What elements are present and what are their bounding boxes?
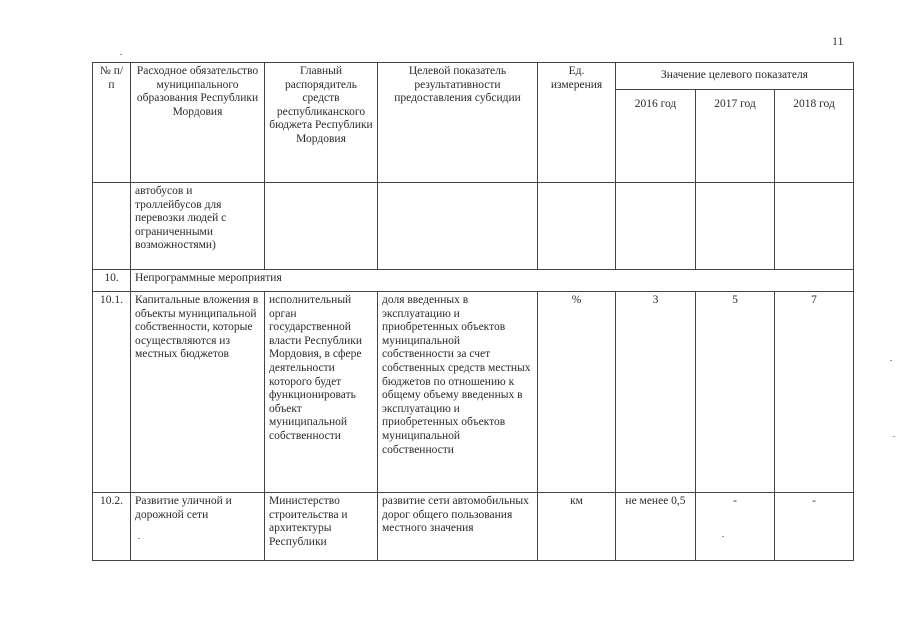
header-unit: Ед. измерения <box>538 63 616 183</box>
cell-2018 <box>775 183 854 270</box>
header-year-2017: 2017 год <box>696 90 775 183</box>
section-title: Непрограммные мероприятия <box>131 270 854 292</box>
scan-speck <box>722 536 724 537</box>
cell-indicator: развитие сети автомобильных дорог общего пользования местного значения <box>378 493 538 561</box>
header-year-2016: 2016 год <box>616 90 696 183</box>
cell-2017: - <box>696 493 775 561</box>
cell-unit: % <box>538 292 616 493</box>
scan-speck <box>893 436 895 437</box>
cell-2016: не менее 0,5 <box>616 493 696 561</box>
cell-unit <box>538 183 616 270</box>
table-row <box>93 183 854 270</box>
cell-indicator <box>378 183 538 270</box>
cell-num: 10.2. <box>93 493 131 561</box>
scan-speck <box>120 54 122 55</box>
cell-obligation: Капитальные вложения в объекты муниципальной собственности, которые осуществляются из местных бюджетов <box>131 292 265 493</box>
cell-indicator: доля введенных в эксплуатацию и приобретенных объектов муниципальной собственности за счет собственных средств местных бюджетов по отношению к общему объему введенных в эксплуатацию и приобретенных объектов муниципальной собственности <box>378 292 538 493</box>
section-row <box>93 270 854 292</box>
cell-num: 10.1. <box>93 292 131 493</box>
header-year-2018: 2018 год <box>775 90 854 183</box>
section-num: 10. <box>93 270 131 292</box>
cell-2018: 7 <box>775 292 854 493</box>
page-number: 11 <box>832 34 844 48</box>
cell-obligation: автобусов и троллейбусов для перевозки людей с ограниченными возможностями) <box>131 183 265 270</box>
cell-num <box>93 183 131 270</box>
cell-2017 <box>696 183 775 270</box>
subsidy-indicators-table <box>92 62 854 561</box>
cell-2018: - <box>775 493 854 561</box>
scan-speck <box>890 360 892 361</box>
cell-2016 <box>616 183 696 270</box>
cell-2016: 3 <box>616 292 696 493</box>
cell-2017: 5 <box>696 292 775 493</box>
header-administrator: Главный распорядитель средств республиканского бюджета Республики Мордовия <box>265 63 378 183</box>
header-value-group: Значение целевого показателя <box>616 63 854 90</box>
header-indicator: Целевой показатель результативности предоставления субсидии <box>378 63 538 183</box>
cell-administrator: исполнительный орган государственной власти Республики Мордовия, в сфере деятельности которого будет функционировать объект муниципальной собственности <box>265 292 378 493</box>
table-row <box>93 493 854 561</box>
header-obligation: Расходное обязательство муниципального образования Республики Мордовия <box>131 63 265 183</box>
cell-administrator: Министерство строительства и архитектуры Республики <box>265 493 378 561</box>
table-row <box>93 292 854 493</box>
header-row <box>93 63 854 90</box>
cell-administrator <box>265 183 378 270</box>
header-num: № п/п <box>93 63 131 183</box>
cell-obligation: Развитие уличной и дорожной сети <box>131 493 265 561</box>
cell-unit: км <box>538 493 616 561</box>
scan-speck <box>138 538 140 539</box>
